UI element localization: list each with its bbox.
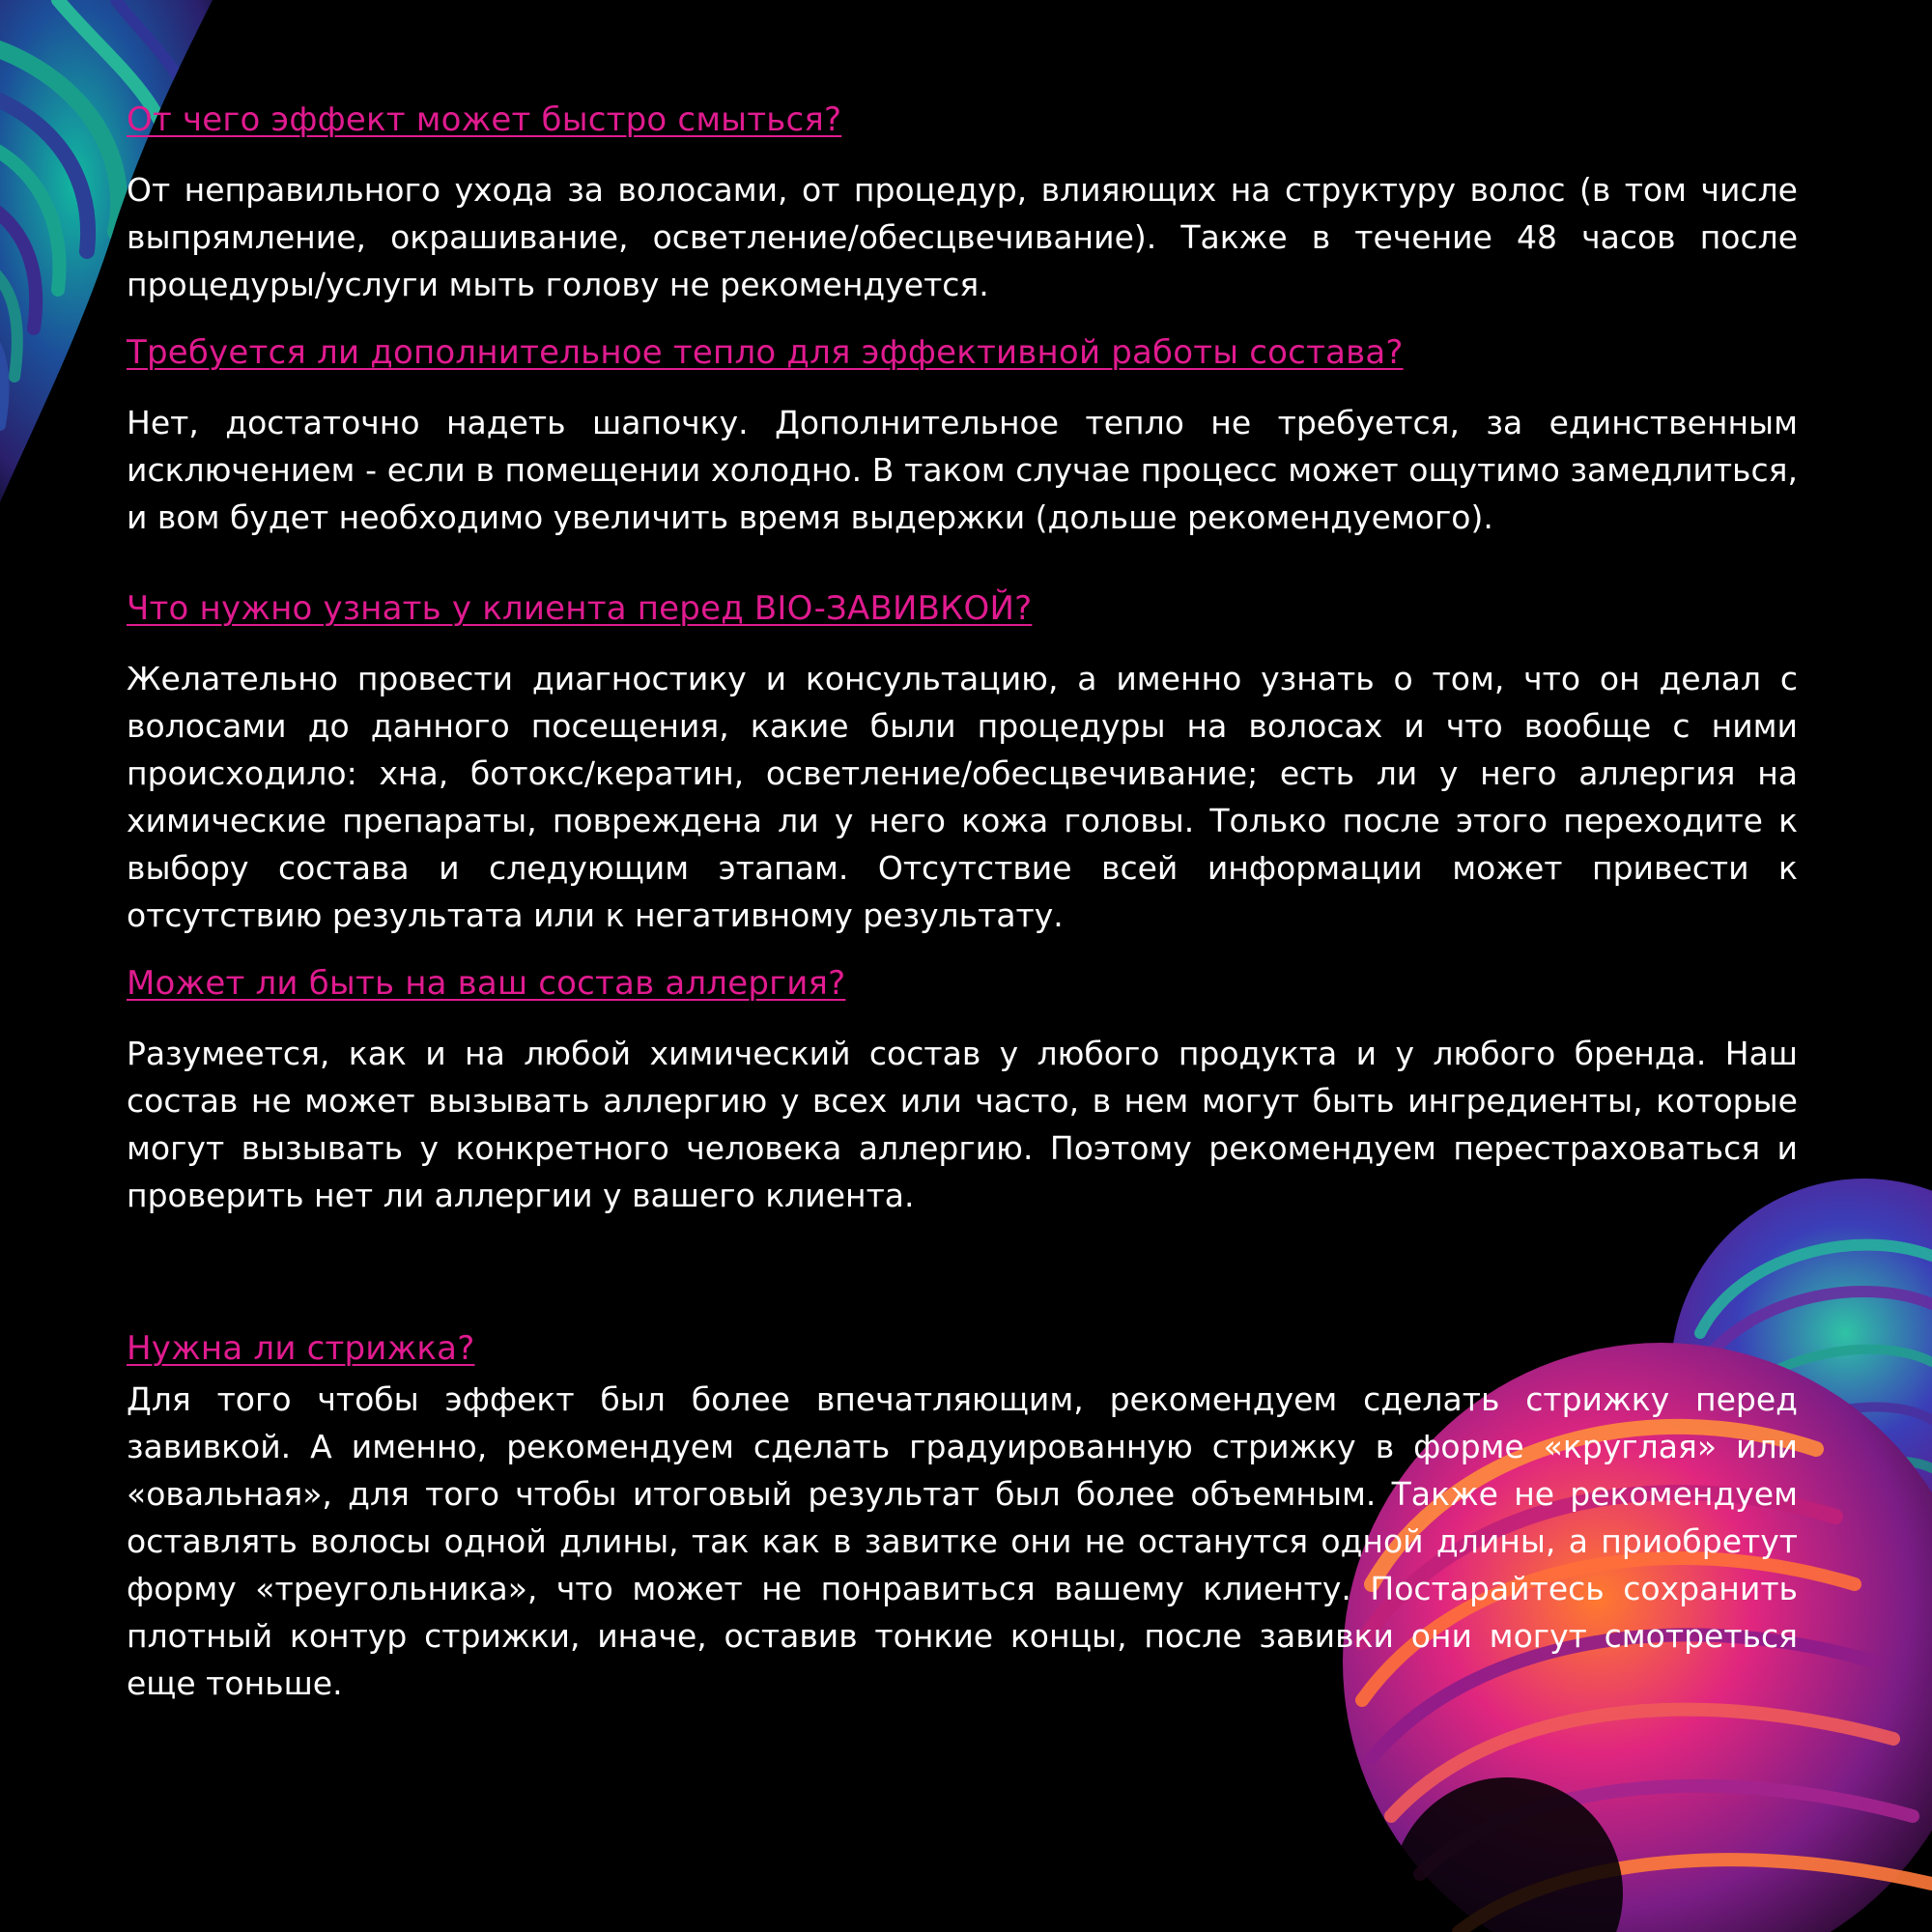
faq-item — [127, 585, 1798, 939]
faq-content — [127, 97, 1798, 1707]
faq-item — [127, 329, 1798, 541]
faq-item — [127, 1325, 1798, 1707]
faq-question: Что нужно узнать у клиента перед BIO-ЗАВИВКОЙ? — [127, 589, 1033, 628]
faq-answer: Нет, достаточно надеть шапочку. Дополнительное тепло не требуется, за единственным исключением - если в помещении холодно. В таком случае процесс может ощутимо замедлиться, и вом будет необходимо увеличить время выдержки (дольше рекомендуемого). — [127, 404, 1798, 536]
faq-answer: От неправильного ухода за волосами, от процедур, влияющих на структуру волос (в том числе выпрямление, окрашивание, осветление/обесцвечивание). Также в течение 48 часов после процедуры/услуги мыть голову не рекомендуется. — [127, 171, 1798, 303]
faq-question: Может ли быть на ваш состав аллергия? — [127, 964, 846, 1003]
faq-question: Требуется ли дополнительное тепло для эффективной работы состава? — [127, 333, 1404, 372]
faq-answer: Разумеется, как и на любой химический состав у любого продукта и у любого бренда. Наш состав не может вызывать аллергию у всех или часто, в нем могут быть ингредиенты, которые могут вызывать у конкретного человека аллергию. Поэтому рекомендуем перестраховаться и проверить нет ли аллергии у вашего клиента. — [127, 1035, 1798, 1214]
faq-question: Нужна ли стрижка? — [127, 1329, 475, 1368]
faq-question: От чего эффект может быстро смыться? — [127, 100, 842, 139]
faq-item — [127, 97, 1798, 308]
faq-answer: Для того чтобы эффект был более впечатляющим, рекомендуем сделать стрижку перед завивкой. А именно, рекомендуем сделать градуированную стрижку в форме «круглая» или «овальная», для того чтобы итоговый результат был более объемным. Также не рекомендуем оставлять волосы одной длины, так как в завитке они не останутся одной длины, а приобретут форму «треугольника», что может не понравиться вашему клиенту. Постарайтесь сохранить плотный контур стрижки, иначе, оставив тонкие концы, после завивки они могут смотреться еще тоньше. — [127, 1380, 1798, 1702]
faq-item — [127, 960, 1798, 1219]
faq-answer: Желательно провести диагностику и консультацию, а именно узнать о том, что он делал с волосами до данного посещения, какие были процедуры на волосах и что вообще с ними происходило: хна, ботокс/кератин, осветление/обесцвечивание; есть ли у него аллергия на химические препараты, повреждена ли у него кожа головы. Только после этого переходите к выбору состава и следующим этапам. Отсутствие всей информации может привести к отсутствию результата или к негативному результату. — [127, 660, 1798, 934]
